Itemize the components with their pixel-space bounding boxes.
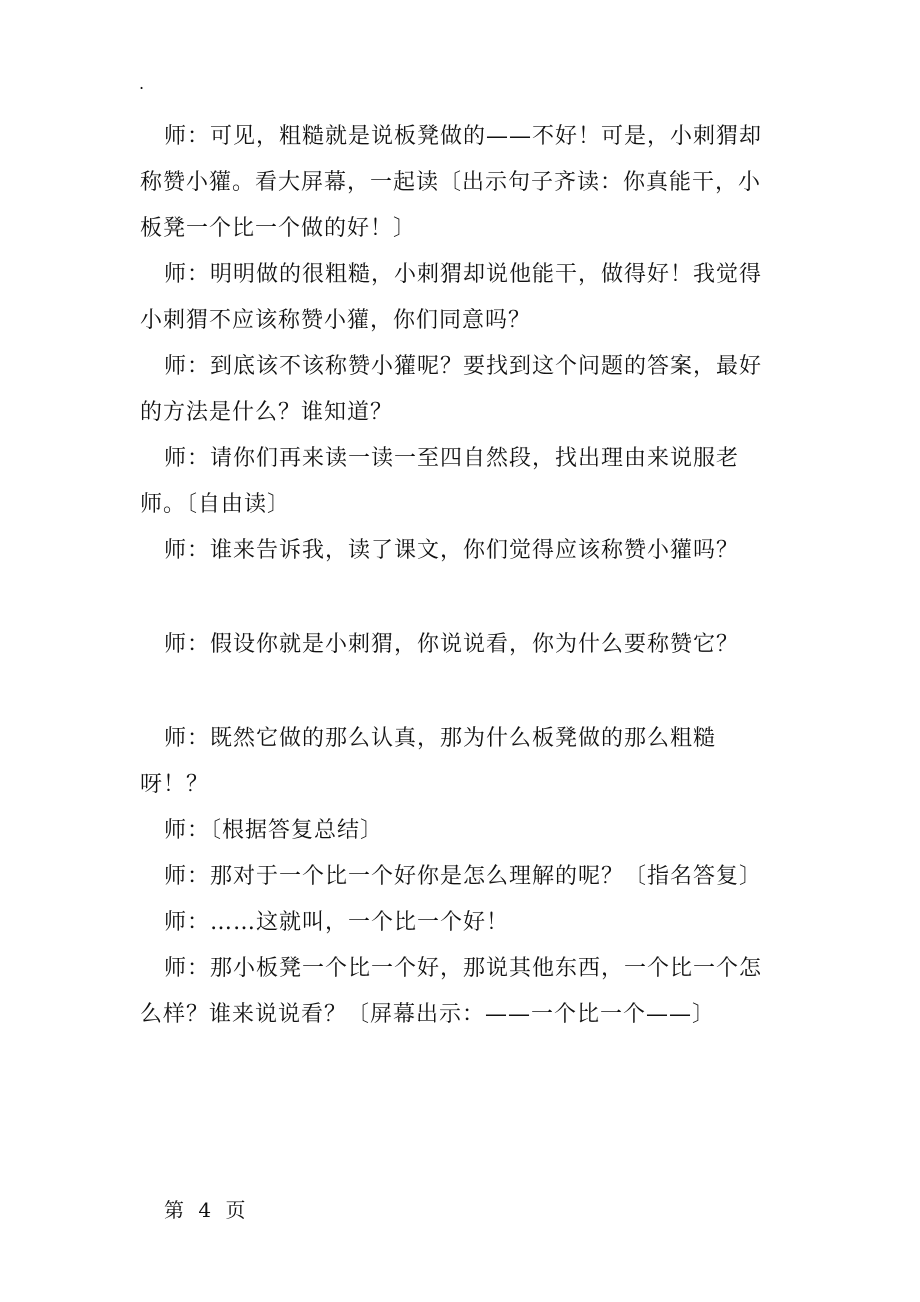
paragraph-5: 师：谁来告诉我，读了课文，你们觉得应该称赞小獾吗？: [164, 538, 740, 563]
paragraph-9: 师：那对于一个比一个好你是怎么理解的呢？〔指名答复〕: [164, 864, 763, 889]
blank-line: [140, 574, 780, 622]
paragraph-8: 师：〔根据答复总结〕: [164, 818, 384, 843]
page-footer: [164, 1196, 253, 1224]
paragraph-11: 师：那小板凳一个比一个好，那说其他东西，一个比一个怎么样？谁来说说看？〔屏幕出示：——一个比一个——〕: [140, 956, 763, 1027]
document-body: [140, 114, 780, 1038]
page-label-suffix: 页: [225, 1198, 246, 1222]
paragraph-6: 师：假设你就是小刺猬，你说说看，你为什么要称赞它？: [164, 632, 740, 657]
blank-line: [140, 668, 780, 716]
top-mark: .: [139, 74, 145, 93]
paragraph-1: 师：可见，粗糙就是说板凳做的——不好！可是，小刺猬却称赞小獾。看大屏幕，一起读〔出示句子齐读：你真能干，小板凳一个比一个做的好！〕: [140, 124, 763, 241]
paragraph-2: 师：明明做的很粗糙，小刺猬却说他能干，做得好！我觉得小刺猬不应该称赞小獾，你们同意吗？: [140, 262, 763, 333]
page-label-prefix: 第: [164, 1198, 184, 1222]
paragraph-3: 师：到底该不该称赞小獾呢？要找到这个问题的答案，最好的方法是什么？谁知道？: [140, 354, 763, 425]
paragraph-7: 师：既然它做的那么认真，那为什么板凳做的那么粗糙呀！？: [140, 726, 717, 797]
paragraph-10: 师：……这就叫，一个比一个好！: [164, 910, 510, 935]
page-number: 4: [198, 1198, 212, 1222]
paragraph-4: 师：请你们再来读一读一至四自然段，找出理由来说服老师。〔自由读〕: [140, 446, 740, 517]
